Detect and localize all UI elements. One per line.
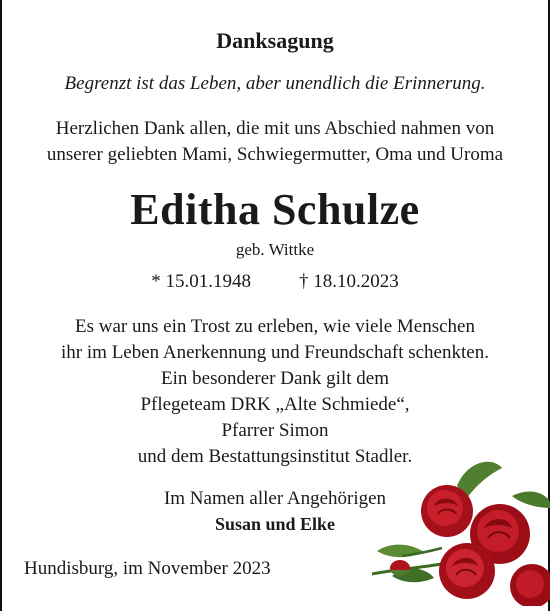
body-line-1: Es war uns ein Trost zu erleben, wie viele Menschen [75, 316, 475, 337]
thanks-line-1: Herzlichen Dank allen, die mit uns Abschied nahmen von [55, 118, 495, 139]
life-dates [2, 271, 548, 293]
notice-heading: Danksagung [216, 28, 334, 53]
motto-quote: Begrenzt ist das Leben, aber unendlich die Erinnerung. [64, 73, 486, 94]
body-line-5: Pfarrer Simon [221, 420, 329, 441]
body-line-3: Ein besonderer Dank gilt dem [161, 368, 389, 389]
birth-date: * 15.01.1948 [151, 271, 251, 292]
birth-name: geb. Wittke [235, 240, 315, 259]
place-and-date: Hundisburg, im November 2023 [24, 558, 271, 579]
death-date: † 18.10.2023 [299, 271, 399, 292]
body-line-6: und dem Bestattungsinstitut Stadler. [137, 446, 413, 467]
body-line-4: Pflegeteam DRK „Alte Schmiede“, [140, 394, 410, 415]
signers: Susan und Elke [214, 514, 336, 534]
closing-intro: Im Namen aller Angehörigen [163, 488, 387, 509]
deceased-name: Editha Schulze [130, 185, 420, 234]
thanks-line-2: unserer geliebten Mami, Schwiegermutter, Oma und Uroma [46, 144, 504, 165]
body-line-2: ihr im Leben Anerkennung und Freundschaft schenkten. [61, 342, 489, 363]
roses-decoration [372, 456, 550, 606]
